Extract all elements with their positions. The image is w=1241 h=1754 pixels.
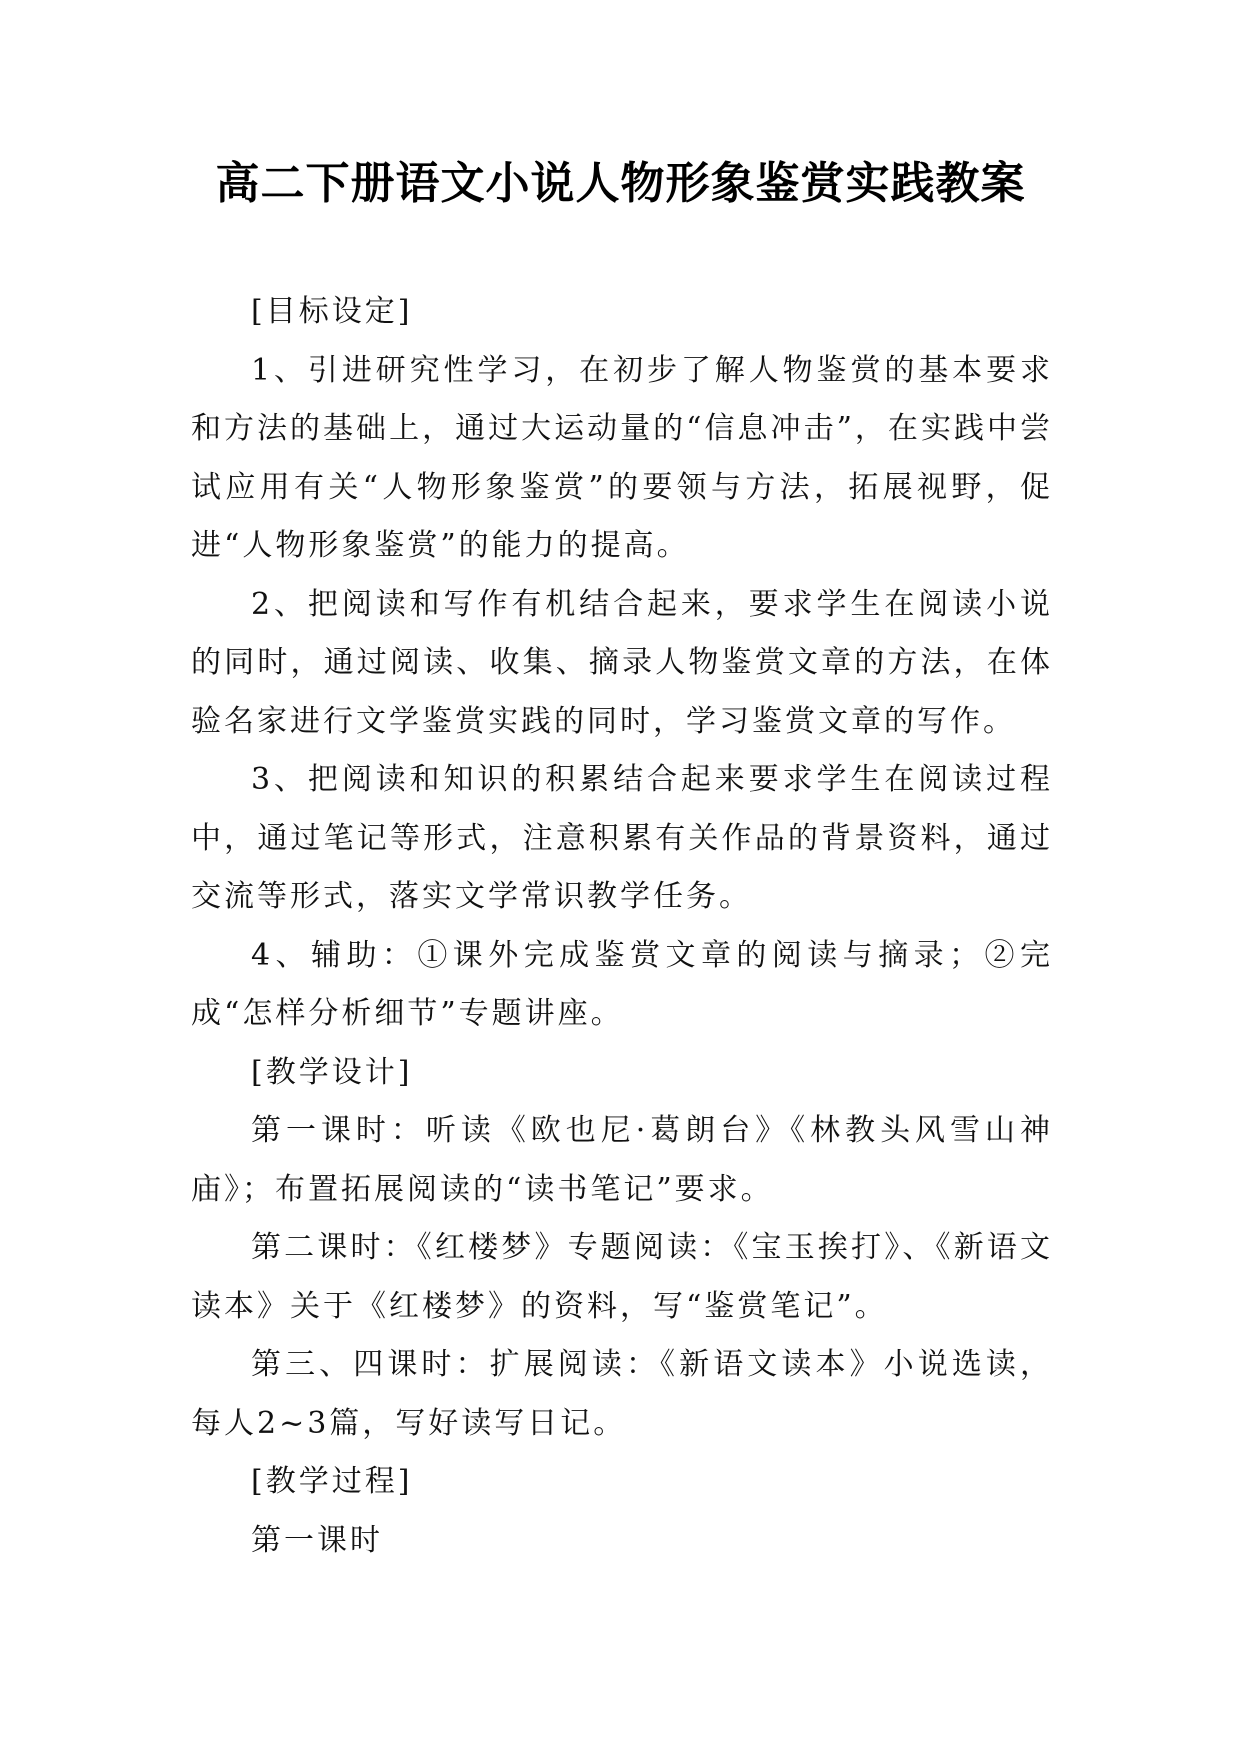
paragraph-lesson-1: 第一课时：听读《欧也尼·葛朗台》《林教头风雪山神庙》；布置拓展阅读的“读书笔记”要求。 — [191, 1113, 1053, 1207]
section-heading-design: [教学设计] — [251, 1054, 413, 1090]
paragraph-goal-4: 4、辅助：①课外完成鉴赏文章的阅读与摘录；②完成“怎样分析细节”专题讲座。 — [191, 937, 1053, 1031]
section-heading-process: [教学过程] — [251, 1464, 413, 1499]
subheading-first-lesson: 第一课时 — [251, 1522, 383, 1558]
page-title: 高二下册语文小说人物形象鉴赏实践教案 — [215, 158, 1026, 209]
paragraph-goal-3: 3、把阅读和知识的积累结合起来要求学生在阅读过程中，通过笔记等形式，注意积累有关作品的背景资料，通过交流等形式，落实文学常识教学任务。 — [191, 762, 1053, 914]
paragraph-goal-1: 1、引进研究性学习，在初步了解人物鉴赏的基本要求和方法的基础上，通过大运动量的“信息冲击”，在实践中尝试应用有关“人物形象鉴赏”的要领与方法，拓展视野，促进“人物形象鉴赏”的能力的提高。 — [191, 352, 1053, 563]
paragraph-lesson-3-4: 第三、四课时：扩展阅读：《新语文读本》小说选读，每人2~3篇，写好读写日记。 — [191, 1347, 1053, 1441]
paragraph-lesson-2: 第二课时：《红楼梦》专题阅读：《宝玉挨打》、《新语文读本》关于《红楼梦》的资料，写“鉴赏笔记”。 — [191, 1230, 1053, 1324]
section-heading-goals: [目标设定] — [251, 294, 413, 329]
paragraph-goal-2: 2、把阅读和写作有机结合起来，要求学生在阅读小说的同时，通过阅读、收集、摘录人物鉴赏文章的方法，在体验名家进行文学鉴赏实践的同时，学习鉴赏文章的写作。 — [191, 586, 1053, 739]
document-body — [191, 283, 1053, 1570]
